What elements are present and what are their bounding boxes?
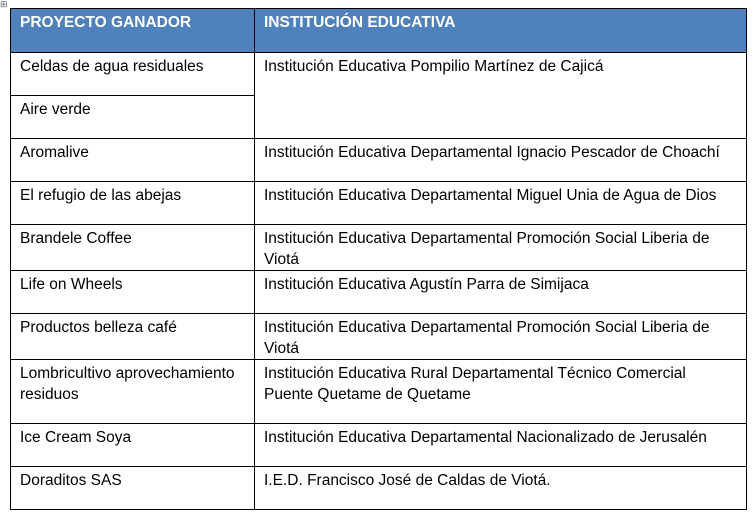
table-row xyxy=(11,271,747,314)
project-cell: Aromalive xyxy=(11,139,255,182)
institution-cell: Institución Educativa Departamental Promoción Social Liberia de Viotá xyxy=(255,314,747,360)
institution-cell: Institución Educativa Departamental Promoción Social Liberia de Viotá xyxy=(255,225,747,271)
project-cell: Life on Wheels xyxy=(11,271,255,314)
table-move-handle-icon[interactable]: ⊞ xyxy=(0,0,8,9)
table-row xyxy=(11,467,747,510)
winning-projects-table xyxy=(10,8,747,510)
institution-cell: Institución Educativa Agustín Parra de Simijaca xyxy=(255,271,747,314)
institution-cell: Institución Educativa Departamental Ignacio Pescador de Choachí xyxy=(255,139,747,182)
institution-cell: Institución Educativa Rural Departamental Técnico Comercial Puente Quetame de Quetame xyxy=(255,360,747,424)
table-header-row xyxy=(11,9,747,53)
table-row xyxy=(11,225,747,271)
table-row xyxy=(11,360,747,424)
project-cell: Lombricultivo aprovechamiento residuos xyxy=(11,360,255,424)
project-cell: Ice Cream Soya xyxy=(11,424,255,467)
project-cell: Aire verde xyxy=(11,96,255,139)
project-cell: El refugio de las abejas xyxy=(11,182,255,225)
table-row xyxy=(11,53,747,96)
table-row xyxy=(11,139,747,182)
institution-cell: Institución Educativa Departamental Nacionalizado de Jerusalén xyxy=(255,424,747,467)
project-cell: Doraditos SAS xyxy=(11,467,255,510)
header-project: PROYECTO GANADOR xyxy=(11,9,255,53)
header-institution: INSTITUCIÓN EDUCATIVA xyxy=(255,9,747,53)
project-cell: Productos belleza café xyxy=(11,314,255,360)
project-cell: Brandele Coffee xyxy=(11,225,255,271)
table-row xyxy=(11,182,747,225)
institution-cell: Institución Educativa Departamental Miguel Unia de Agua de Dios xyxy=(255,182,747,225)
project-cell: Celdas de agua residuales xyxy=(11,53,255,96)
institution-cell: I.E.D. Francisco José de Caldas de Viotá. xyxy=(255,467,747,510)
table-row xyxy=(11,314,747,360)
institution-cell: Institución Educativa Pompilio Martínez de Cajicá xyxy=(255,53,747,139)
table-row xyxy=(11,424,747,467)
